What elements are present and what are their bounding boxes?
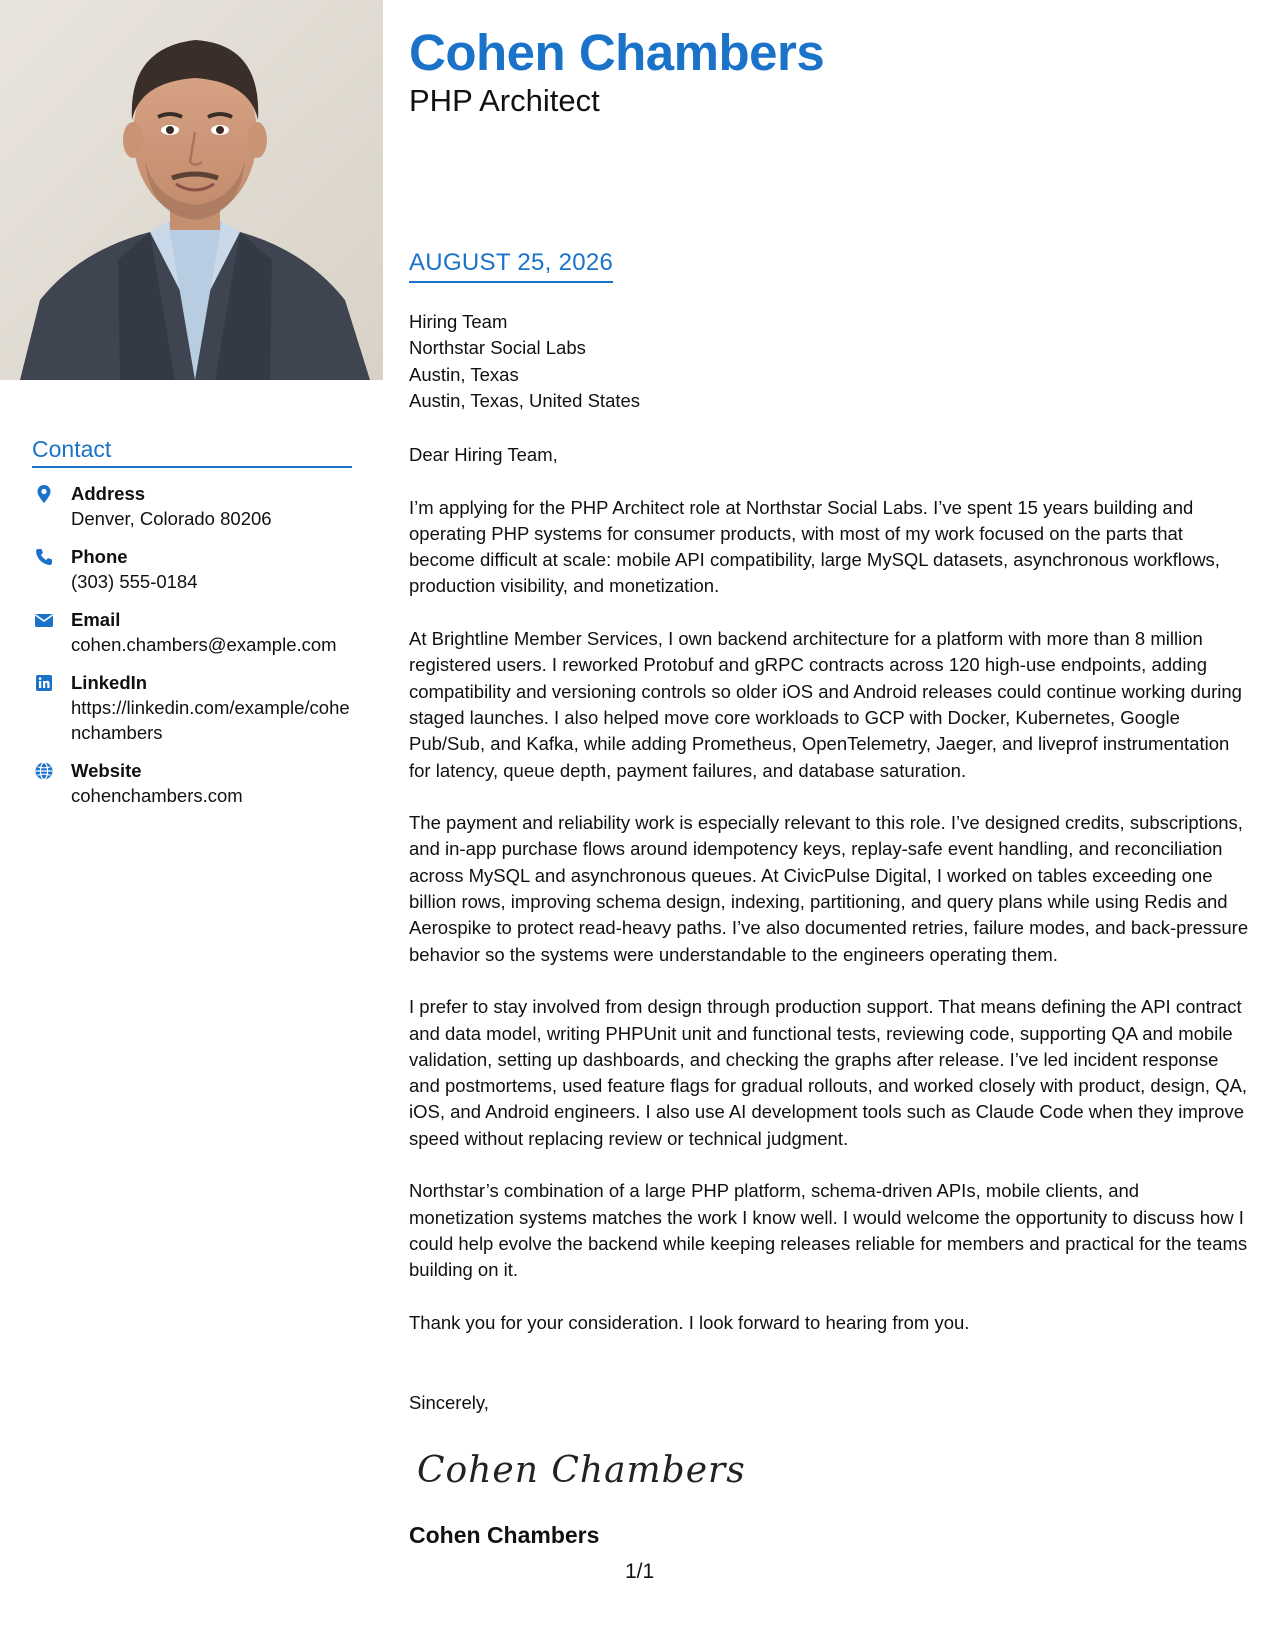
contact-sidebar xyxy=(32,436,352,808)
contact-label: Phone xyxy=(71,546,128,567)
globe-icon xyxy=(34,761,54,781)
body-paragraph: The payment and reliability work is especially relevant to this role. I’ve designed credits, subscriptions, and in-app purchase flows around idempotency keys, replay-safe event handling, and reconciliation across MySQL and asynchronous queues. At CivicPulse Digital, I worked on tables exceeding one billion rows, improving schema design, indexing, partitioning, and query plans while using Redis and Aerospike to protect read-heavy paths. I’ve also documented retries, failure modes, and back-pressure behavior so the systems were understandable to the engineers operating them. xyxy=(409,812,1249,965)
contact-label: Address xyxy=(71,483,146,504)
contact-label: Email xyxy=(71,609,121,630)
linkedin-icon xyxy=(34,673,54,693)
contact-value[interactable]: https://linkedin.com/example/cohenchambers xyxy=(71,697,350,743)
contact-value: Denver, Colorado 80206 xyxy=(71,508,272,529)
applicant-role: PHP Architect xyxy=(409,83,600,118)
contact-phone xyxy=(32,544,352,594)
recipient-line: Northstar Social Labs xyxy=(409,337,586,359)
contact-value[interactable]: (303) 555-0184 xyxy=(71,571,198,592)
salutation: Dear Hiring Team, xyxy=(409,444,558,465)
recipient-line: Austin, Texas, United States xyxy=(409,389,641,411)
contact-label: LinkedIn xyxy=(71,672,148,693)
applicant-name: Cohen Chambers xyxy=(409,24,825,81)
contact-value[interactable]: cohenchambers.com xyxy=(71,785,243,806)
contact-label: Website xyxy=(71,760,142,781)
location-pin-icon xyxy=(34,484,54,504)
contact-email xyxy=(32,607,352,657)
body-paragraph: Thank you for your consideration. I look forward to hearing from you. xyxy=(409,1311,970,1333)
contact-website xyxy=(32,758,352,808)
contact-linkedin xyxy=(32,670,352,745)
signature: Cohen Chambers xyxy=(417,1450,746,1491)
body-paragraph: Northstar’s combination of a large PHP platform, schema-driven APIs, mobile clients, and monetization systems matches the work I know well. I would welcome the opportunity to discuss how I could help evolve the backend while keeping releases reliable for members and practical for the teams building on it. xyxy=(409,1180,1248,1281)
recipient-block xyxy=(409,309,640,414)
closing: Sincerely, xyxy=(409,1392,489,1413)
email-icon xyxy=(34,610,54,630)
profile-photo xyxy=(0,0,383,380)
body-paragraph: I prefer to stay involved from design through production support. That means defining the API contract and data model, writing PHPUnit unit and functional tests, reviewing code, supporting QA and mobile validation, setting up dashboards, and checking the graphs after release. I’ve led incident response and postmortems, used feature flags for gradual rollouts, and worked closely with product, design, QA, iOS, and Android engineers. I also use AI development tools such as Claude Code when they improve speed without replacing review or technical judgment. xyxy=(409,996,1248,1149)
page-number: 1/1 xyxy=(625,1560,655,1583)
body-paragraph: At Brightline Member Services, I own backend architecture for a platform with more than 8 million registered users. I reworked Protobuf and gRPC contracts across 120 high-use endpoints, adding compatibility and versioning controls so older iOS and Android releases could continue working during staged launches. I also helped move core workloads to GCP with Docker, Kubernetes, Google Pub/Sub, and Kafka, while adding Prometheus, OpenTelemetry, Jaeger, and liveprof instrumentation for latency, queue depth, payment failures, and database saturation. xyxy=(409,628,1242,781)
contact-address xyxy=(32,481,352,531)
body-paragraph: I’m applying for the PHP Architect role at Northstar Social Labs. I’ve spent 15 years building and operating PHP systems for consumer products, with most of my work focused on the parts that become difficult at scale: mobile API compatibility, large MySQL datasets, asynchronous workflows, production visibility, and monetization. xyxy=(409,496,1220,597)
recipient-line: Austin, Texas xyxy=(409,363,519,385)
signer-name: Cohen Chambers xyxy=(409,1522,600,1548)
letter-body xyxy=(409,442,1249,1362)
letter-date: AUGUST 25, 2026 xyxy=(409,249,613,283)
letter-main xyxy=(409,22,1249,1548)
recipient-line: Hiring Team xyxy=(409,311,508,332)
phone-icon xyxy=(34,547,54,567)
contact-value[interactable]: cohen.chambers@example.com xyxy=(71,634,337,655)
contact-heading: Contact xyxy=(32,436,352,468)
